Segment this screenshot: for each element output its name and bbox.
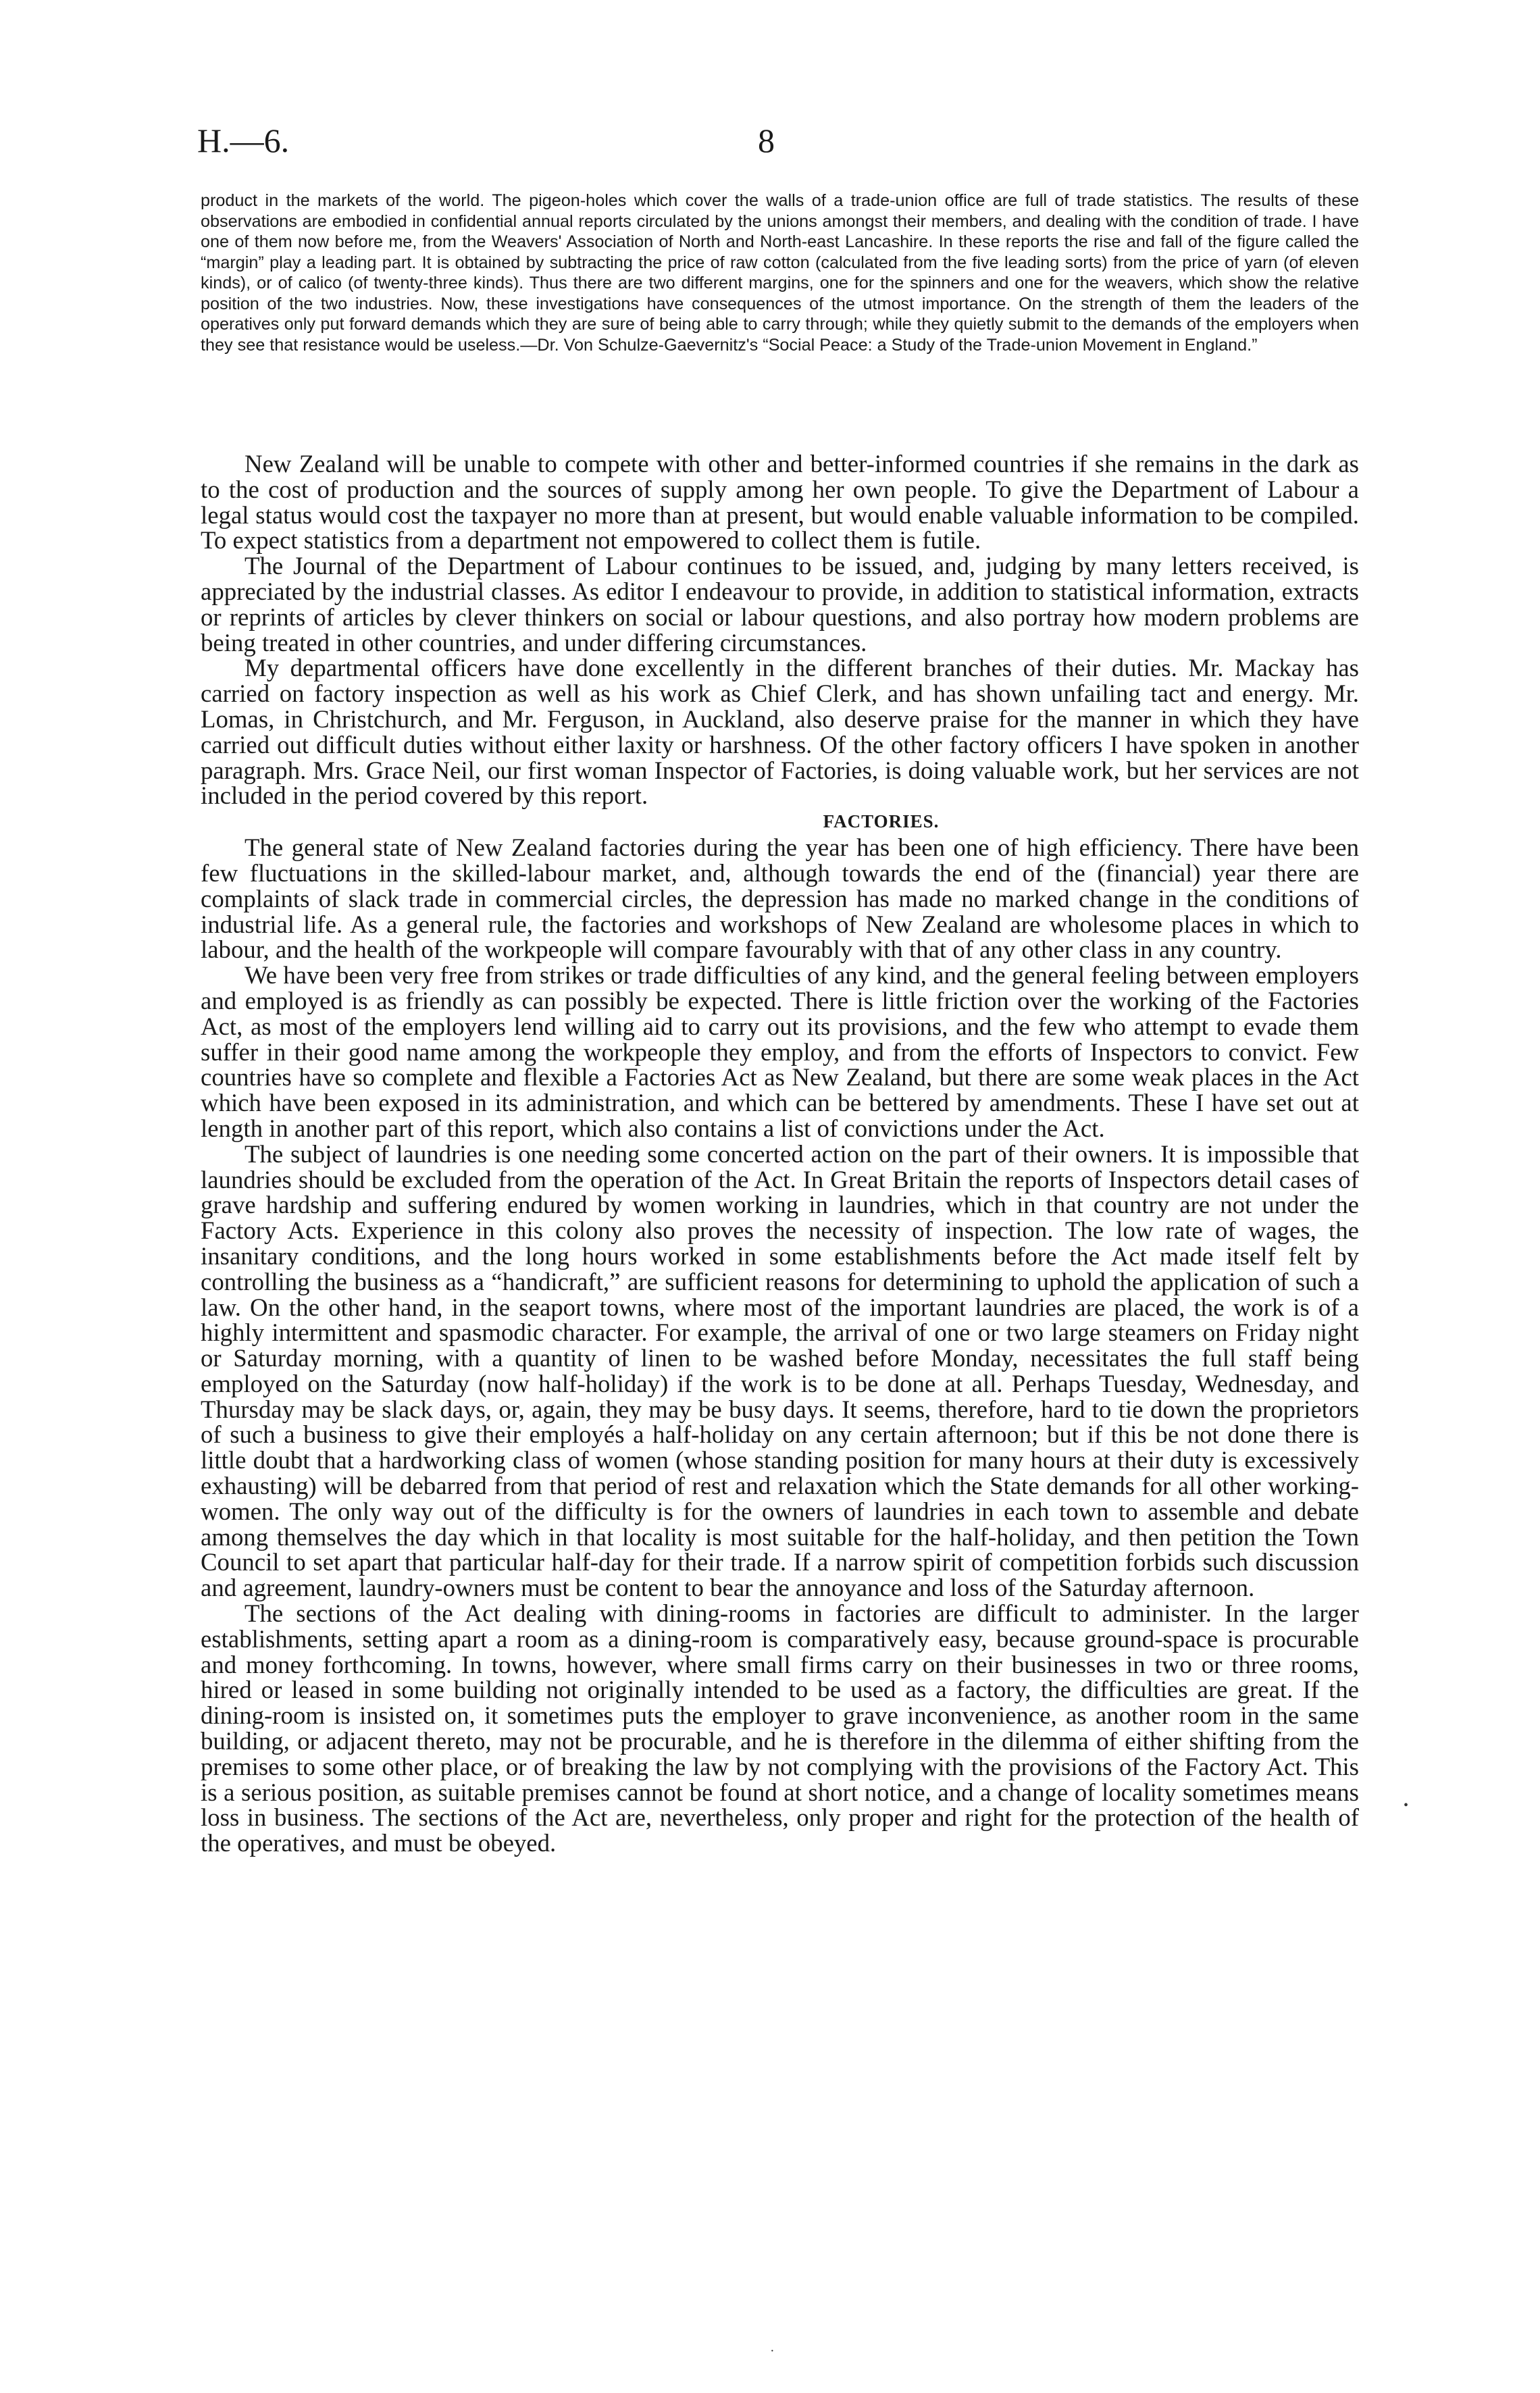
body-paragraph: The sections of the Act dealing with dining-rooms in factories are difficult to administer. In the larger establishments, setting apart a room as a dining-room is comparatively easy, because ground-space is procurable and money forthcoming. In towns, however, where small firms carry on their businesses in two or three rooms, hired or leased in some building not originally intended to be used as a factory, the difficulties are great. If the dining-room is insisted on, it sometimes puts the employer to grave inconvenience, as another room in the same building, or adjacent thereto, may not be procurable, and he is therefore in the dilemma of either shifting from the premises to some other place, or of breaking the law by not complying with the provisions of the Factory Act. This is a serious position, as suitable premises cannot be found at short notice, and a change of locality sometimes means loss in business. The sections of the Act are, nevertheless, only proper and right for the protection of the health of the operatives, and must be obeyed.	[201, 1599, 1359, 1857]
bottom-dot-mark: ·	[770, 2344, 775, 2359]
document-code: H.—6.	[197, 122, 290, 159]
body-paragraph: The general state of New Zealand factories during the year has been one of high efficiency. There have been few fluctuations in the skilled-labour market, and, although towards the end of the (financial) year there are complaints of slack trade in commercial circles, the depression has made no marked change in the conditions of industrial life. As a general rule, the factories and workshops of New Zealand are wholesome places in which to labour, and the health of the workpeople will compare favourably with that of any other class in any country.	[201, 833, 1359, 964]
quotation-paragraph: product in the markets of the world. The pigeon-holes which cover the walls of a trade-union office are full of trade statistics. The results of these observations are embodied in confidential annual reports circulated by the unions amongst their members, and dealing with the condition of trade. I have one of them now before me, from the Weavers' Association of North and North-east Lancashire. In these reports the rise and fall of the figure called the “margin” play a leading part. It is obtained by subtracting the price of raw cotton (calculated from the five leading sorts) from the price of yarn (of eleven kinds), or of calico (of twenty-three kinds). Thus there are two different margins, one for the spinners and one for the weavers, which show the relative position of the two industries. Now, these investigations have consequences of the utmost importance. On the strength of them the leaders of the operatives only put forward demands which they are sure of being able to carry through; while they quietly submit to the demands of the employers when they see that resistance would be useless.—Dr. Von Schulze-Gaevernitz's “Social Peace: a Study of the Trade-union Movement in England.”	[201, 191, 1359, 355]
body-paragraph: My departmental officers have done excellently in the different branches of their duties. Mr. Mackay has carried on factory inspection as well as his work as Chief Clerk, and has shown unfailing tact and energy. Mr. Lomas, in Christchurch, and Mr. Ferguson, in Auckland, also deserve praise for the manner in which they have carried out difficult duties without either laxity or harshness. Of the other factory officers I have spoken in another paragraph. Mrs. Grace Neil, our first woman Inspector of Factories, is doing valuable work, but her services are not included in the period covered by this report.	[201, 654, 1359, 810]
page-header	[197, 120, 1356, 174]
page-number: 8	[758, 122, 775, 159]
margin-dot-mark: •	[1404, 1798, 1409, 1813]
section-heading-factories: FACTORIES.	[823, 811, 940, 832]
main-body	[201, 451, 1359, 1856]
body-paragraph: We have been very free from strikes or trade difficulties of any kind, and the general feeling between employers and employed is as friendly as can possibly be expected. There is little friction over the working of the Factories Act, as most of the employers lend willing aid to carry out its provisions, and the few who attempt to evade them suffer in their good name among the workpeople they employ, and from the efforts of Inspectors to convict. Few countries have so complete and flexible a Factories Act as New Zealand, but there are some weak places in the Act which have been exposed in its administration, and which can be bettered by amendments. These I have set out at length in another part of this report, which also contains a list of convictions under the Act.	[201, 961, 1359, 1142]
body-paragraph: The Journal of the Department of Labour continues to be issued, and, judging by many letters received, is appreciated by the industrial classes. As editor I endeavour to provide, in addition to statistical information, extracts or reprints of articles by clever thinkers on social or labour questions, and also portray how modern problems are being treated in other countries, and under differing circumstances.	[201, 552, 1359, 657]
body-paragraph: The subject of laundries is one needing some concerted action on the part of their owners. It is impossible that laundries should be excluded from the operation of the Act. In Great Britain the reports of Inspectors detail cases of grave hardship and suffering endured by women working in laundries, which in that country are not under the Factory Acts. Experience in this colony also proves the necessity of inspection. The low rate of wages, the insanitary conditions, and the long hours worked in some establishments before the Act made itself felt by controlling the business as a “handicraft,” are sufficient reasons for determining to uphold the application of such a law. On the other hand, in the seaport towns, where most of the important laundries are placed, the work is of a highly intermittent and spasmodic character. For example, the arrival of one or two large steamers on Friday night or Saturday morning, with a quantity of linen to be washed before Monday, necessitates the full staff being employed on the Saturday (now half-holiday) if the work is to be done at all. Perhaps Tuesday, Wednesday, and Thursday may be slack days, or, again, they may be busy days. It seems, therefore, hard to tie down the proprietors of such a business to give their employés a half-holiday on any certain afternoon; but if this be not done there is little doubt that a hardworking class of women (whose standing position for many hours at their duty is excessively exhausting) will be debarred from that period of rest and relaxation which the State demands for all other working-women. The only way out of the difficulty is for the owners of laundries in each town to assemble and debate among themselves the day which in that locality is most suitable for the half-holiday, and then petition the Town Council to set apart that particular half-day for their trade. If a narrow spirit of competition forbids such discussion and agreement, laundry-owners must be content to bear the annoyance and loss of the Saturday afternoon.	[201, 1139, 1359, 1602]
body-paragraph: New Zealand will be unable to compete with other and better-informed countries if she remains in the dark as to the cost of production and the sources of supply among her own people. To give the Department of Labour a legal status would cost the taxpayer no more than at present, but would enable valuable information to be compiled. To expect statistics from a department not empowered to collect them is futile.	[201, 450, 1359, 555]
